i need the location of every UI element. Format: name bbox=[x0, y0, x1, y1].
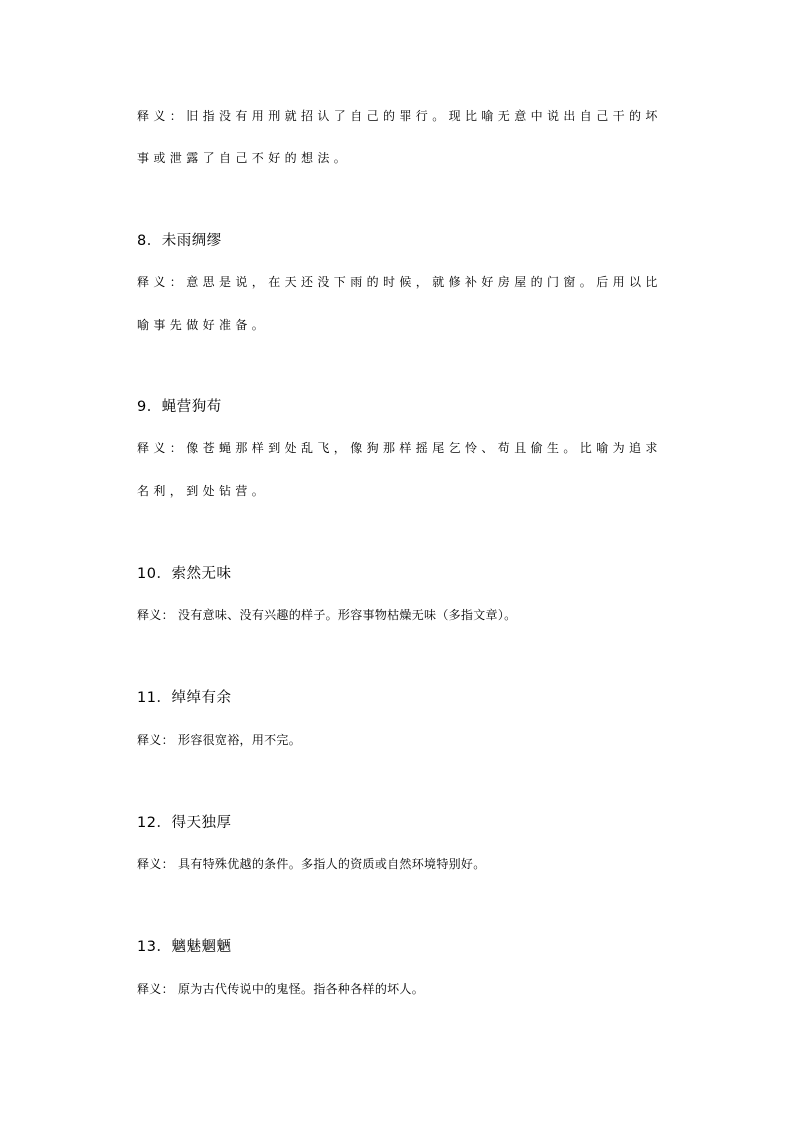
entry-8-heading: 8．未雨绸缪 bbox=[137, 233, 222, 249]
entry-11-definition: 释义： 形容很宽裕，用不完。 bbox=[137, 733, 302, 747]
entry-9-definition-line-1: 释义：像苍蝇那样到处乱飞，像狗那样摇尾乞怜、苟且偷生。比喻为追求 bbox=[137, 441, 662, 455]
entry-8-definition-line-2: 喻事先做好准备。 bbox=[137, 318, 269, 332]
entry-13-heading: 13．魑魅魍魉 bbox=[137, 939, 232, 955]
entry-10-heading: 10．索然无味 bbox=[137, 566, 232, 582]
entry-9-definition-line-2: 名利，到处钻营。 bbox=[137, 484, 269, 498]
entry-12-definition: 释义： 具有特殊优越的条件。多指人的资质或自然环境特别好。 bbox=[137, 857, 486, 871]
entry-8-definition-line-1: 释义：意思是说，在天还没下雨的时候，就修补好房屋的门窗。后用以比 bbox=[137, 275, 662, 289]
entry-12-heading: 12．得天独厚 bbox=[137, 815, 232, 831]
entry-7-definition-line-1: 释义：旧指没有用刑就招认了自己的罪行。现比喻无意中说出自己干的坏 bbox=[137, 109, 662, 123]
entry-11-heading: 11．绰绰有余 bbox=[137, 690, 232, 706]
entry-10-definition: 释义： 没有意味、没有兴趣的样子。形容事物枯燥无味（多指文章）。 bbox=[137, 608, 517, 622]
entry-7-definition-line-2: 事或泄露了自己不好的想法。 bbox=[137, 151, 351, 165]
entry-13-definition: 释义： 原为古代传说中的鬼怪。指各种各样的坏人。 bbox=[137, 982, 425, 996]
entry-9-heading: 9．蝇营狗苟 bbox=[137, 399, 222, 415]
